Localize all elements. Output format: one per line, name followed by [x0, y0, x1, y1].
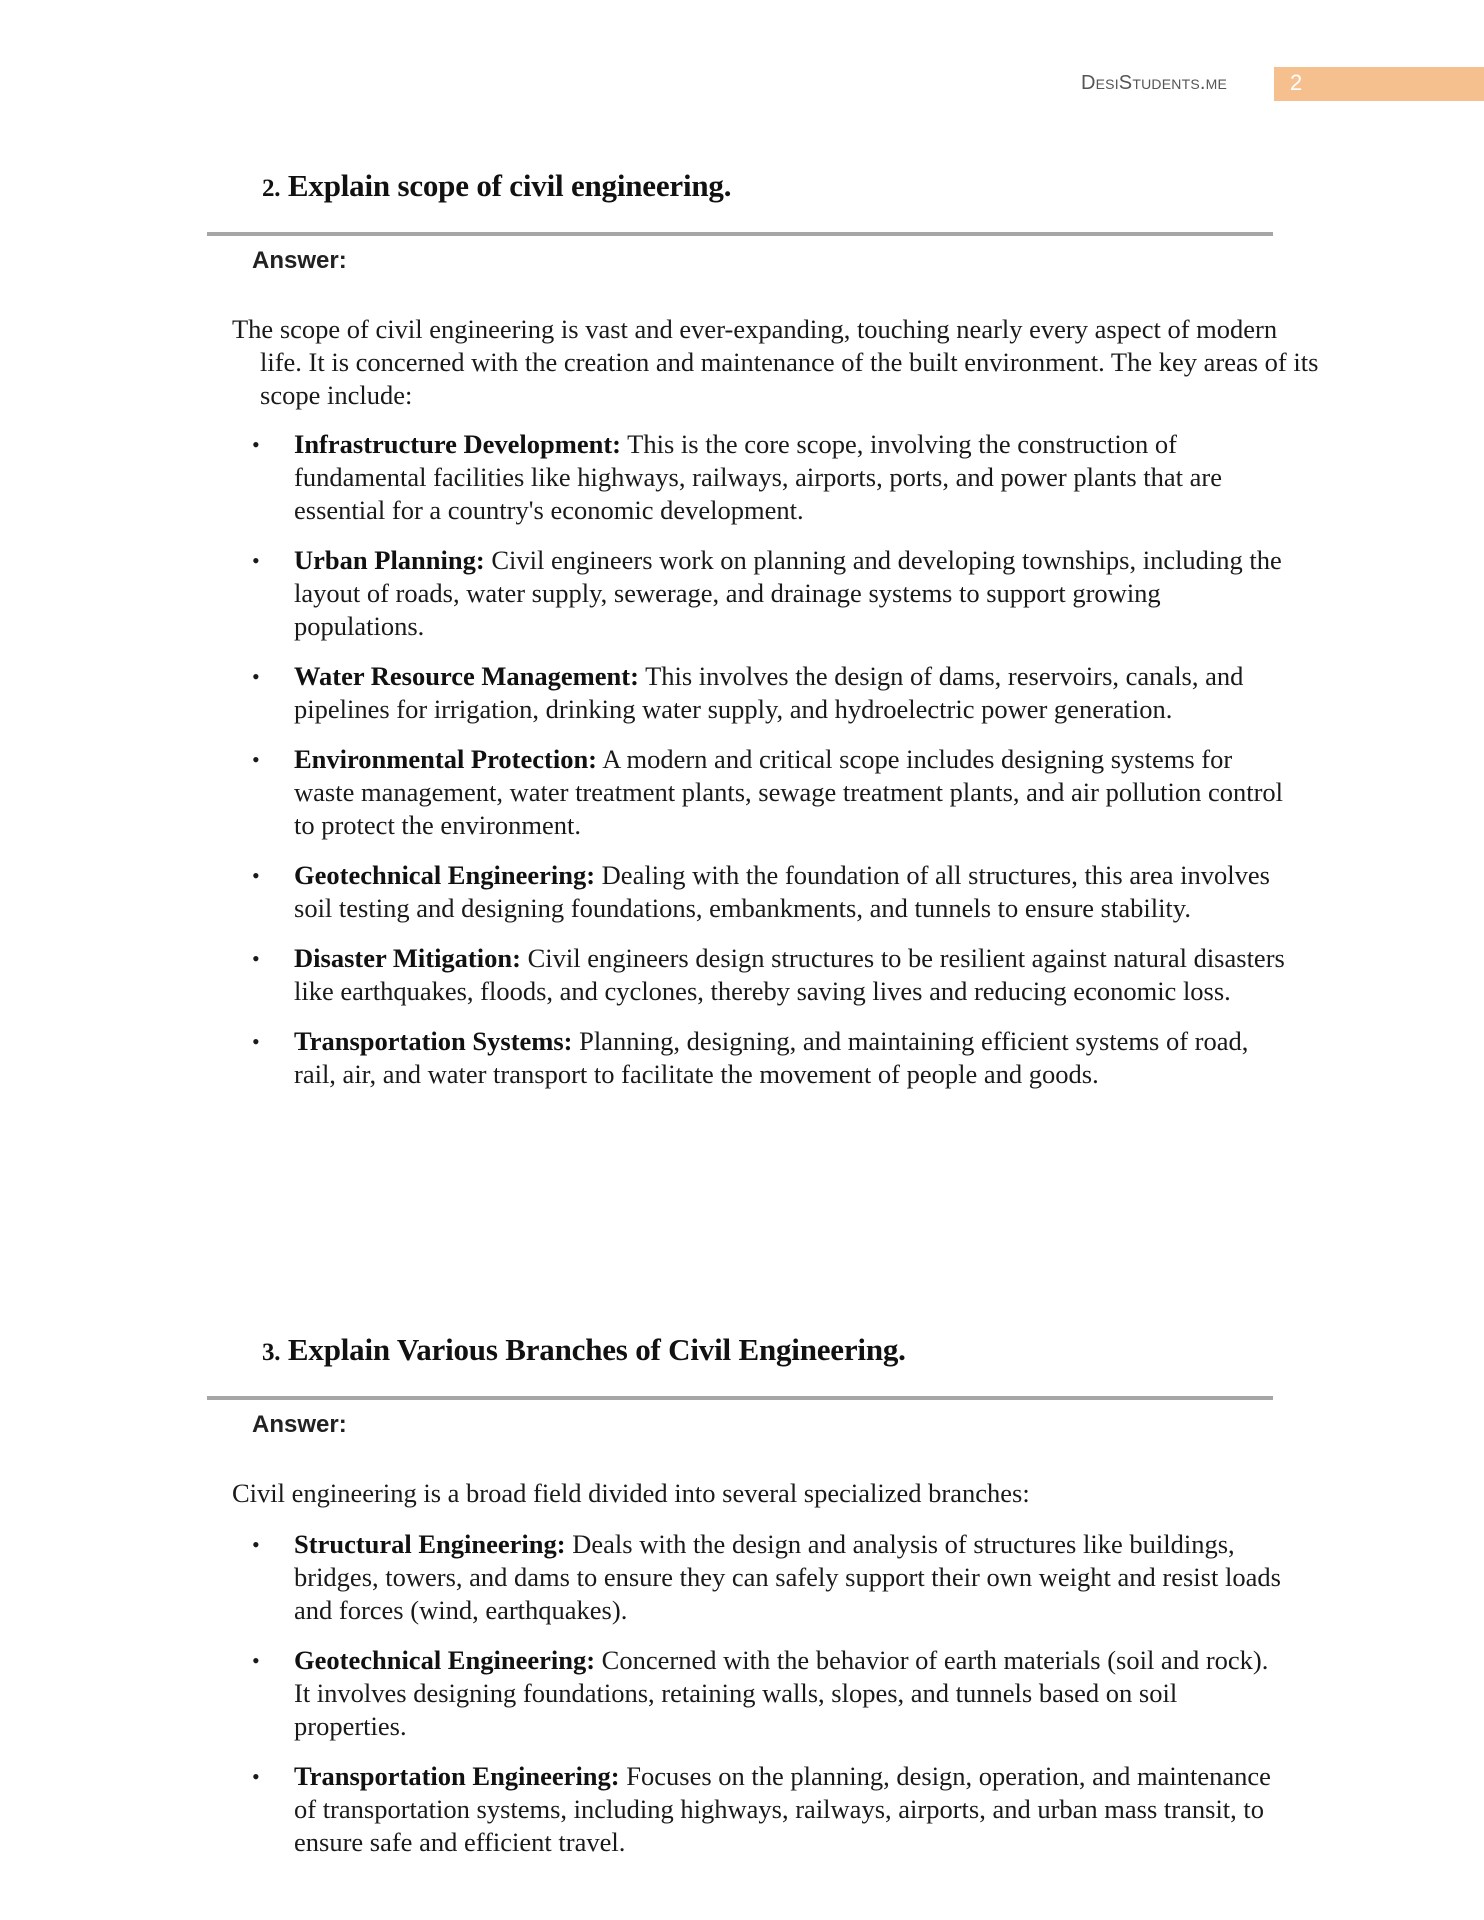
- item-text: Dealing with the foundation of all structures, this area involves soil testing and designing foundations, embankments, and tunnels to ensure stability.: [294, 860, 1270, 923]
- question-title: [262, 168, 731, 204]
- page-number: 2: [1290, 70, 1303, 95]
- item-term: Urban Planning:: [294, 545, 485, 575]
- item-term: Infrastructure Development:: [294, 429, 622, 459]
- question-number: 2.: [262, 175, 281, 202]
- bullet-icon: •: [252, 1648, 260, 1673]
- question-title: [262, 1332, 906, 1368]
- bullet-icon: •: [252, 548, 260, 573]
- bullet-icon: •: [252, 863, 260, 888]
- item-text: Deals with the design and analysis of structures like buildings, bridges, towers, and dams to ensure they can safely support their own weight and resist loads and forces (wind, earthquakes).: [294, 1529, 1281, 1625]
- item-term: Disaster Mitigation:: [294, 943, 521, 973]
- list-item: [250, 859, 1290, 925]
- section-divider: [207, 1396, 1273, 1400]
- list-item: [250, 428, 1290, 527]
- answer-intro: The scope of civil engineering is vast and ever-expanding, touching nearly every aspect of modern life. It is concerned with the creation and maintenance of the built environment. The key areas of its scope include:: [232, 314, 1319, 410]
- bullet-icon: •: [252, 664, 260, 689]
- item-text: Concerned with the behavior of earth materials (soil and rock). It involves designing foundations, retaining walls, slopes, and tunnels based on soil properties.: [294, 1645, 1269, 1741]
- list-item: [250, 1644, 1290, 1743]
- bullet-icon: •: [252, 1764, 260, 1789]
- bullet-icon: •: [252, 432, 260, 457]
- scope-list: [250, 428, 1290, 1108]
- question-number: 3.: [262, 1339, 281, 1366]
- item-term: Structural Engineering:: [294, 1529, 566, 1559]
- answer-label: Answer:: [252, 247, 347, 274]
- list-item: [250, 660, 1290, 726]
- item-text: This is the core scope, involving the construction of fundamental facilities like highways, railways, airports, ports, and power plants that are essential for a country's economic development.: [294, 429, 1222, 525]
- answer-label: Answer:: [252, 1411, 347, 1438]
- item-term: Water Resource Management:: [294, 661, 639, 691]
- list-item: [250, 1760, 1290, 1859]
- item-text: A modern and critical scope includes designing systems for waste management, water treatment plants, sewage treatment plants, and air pollution control to protect the environment.: [294, 744, 1284, 840]
- bullet-icon: •: [252, 946, 260, 971]
- bullet-icon: •: [252, 1532, 260, 1557]
- list-item: [250, 743, 1290, 842]
- site-brand: DesiStudents.me: [1081, 72, 1228, 94]
- list-item: [250, 942, 1290, 1008]
- list-item: [250, 1025, 1290, 1091]
- item-text: Civil engineers work on planning and developing townships, including the layout of roads, water supply, sewerage, and drainage systems to support growing populations.: [294, 545, 1282, 641]
- item-text: This involves the design of dams, reservoirs, canals, and pipelines for irrigation, drinking water supply, and hydroelectric power generation.: [294, 661, 1244, 724]
- branches-list: [250, 1528, 1290, 1876]
- question-text: Explain Various Branches of Civil Engineering.: [287, 1332, 906, 1367]
- page-number-badge: [1274, 67, 1484, 101]
- list-item: [250, 544, 1290, 643]
- bullet-icon: •: [252, 747, 260, 772]
- item-term: Geotechnical Engineering:: [294, 860, 596, 890]
- item-term: Transportation Engineering:: [294, 1761, 620, 1791]
- item-term: Environmental Protection:: [294, 744, 598, 774]
- question-text: Explain scope of civil engineering.: [287, 168, 732, 203]
- list-item: [250, 1528, 1290, 1627]
- answer-intro: Civil engineering is a broad field divided into several specialized branches:: [232, 1478, 1030, 1508]
- item-term: Transportation Systems:: [294, 1026, 573, 1056]
- section-divider: [207, 232, 1273, 236]
- item-term: Geotechnical Engineering:: [294, 1645, 596, 1675]
- item-text: Planning, designing, and maintaining efficient systems of road, rail, air, and water transport to facilitate the movement of people and goods.: [294, 1026, 1249, 1089]
- item-text: Civil engineers design structures to be resilient against natural disasters like earthquakes, floods, and cyclones, thereby saving lives and reducing economic loss.: [294, 943, 1285, 1006]
- item-text: Focuses on the planning, design, operation, and maintenance of transportation systems, including highways, railways, airports, and urban mass transit, to ensure safe and efficient travel.: [294, 1761, 1271, 1857]
- bullet-icon: •: [252, 1029, 260, 1054]
